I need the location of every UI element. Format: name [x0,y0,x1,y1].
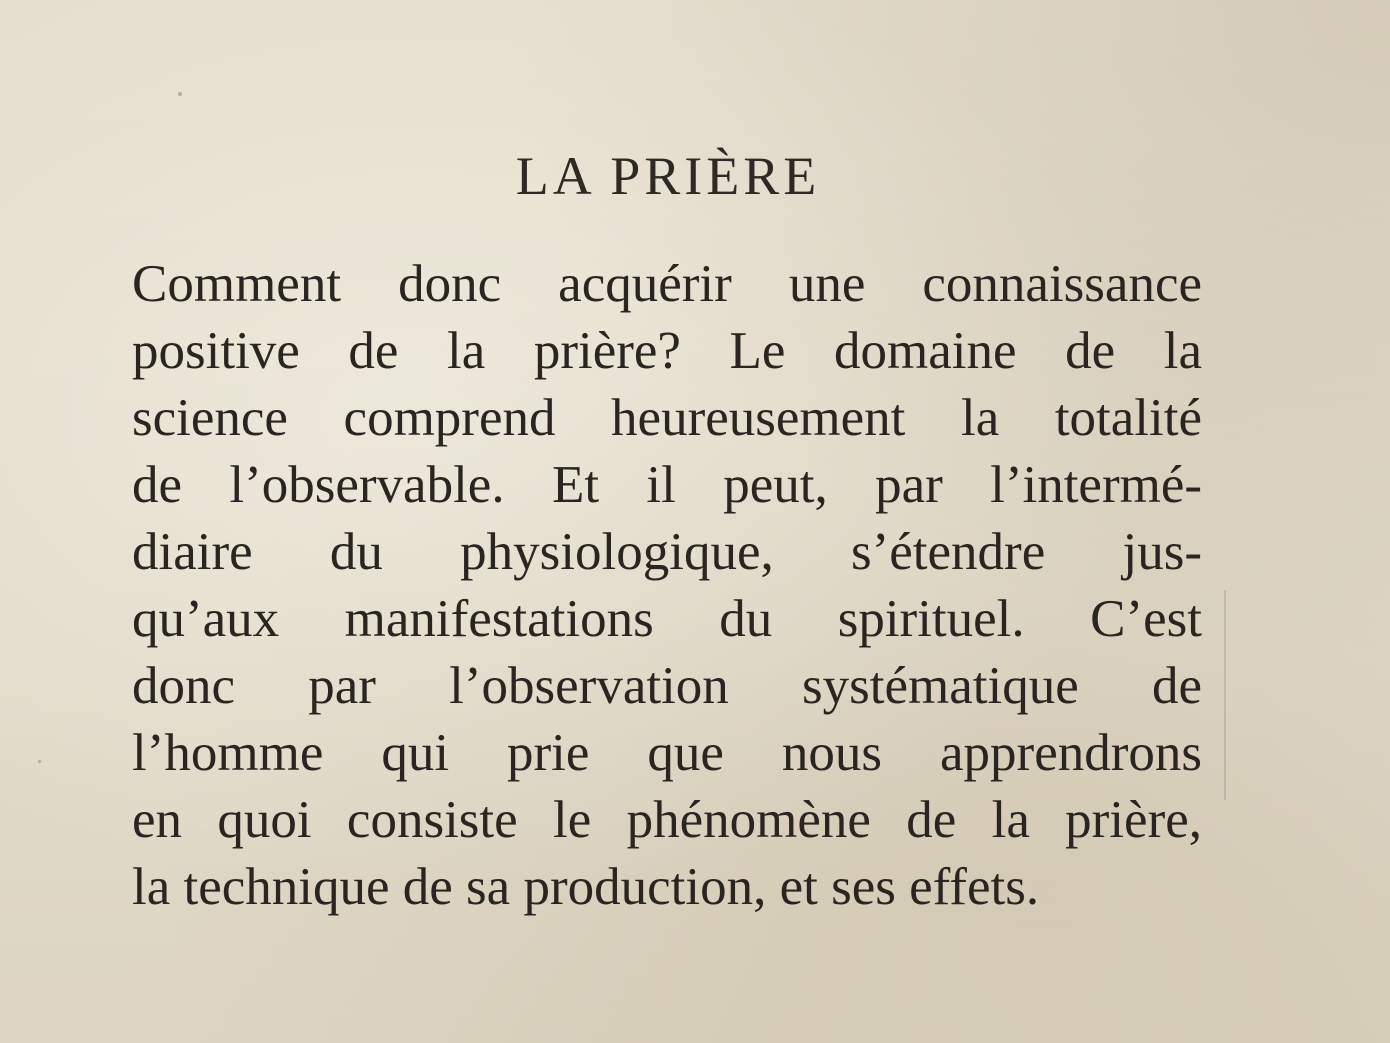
text-line: Comment donc acquérir une connaissance [132,255,1202,313]
text-line: l’homme qui prie que nous apprendrons [132,724,1202,782]
paragraph [132,251,1202,921]
text-line: donc par l’observation systématique de [132,657,1202,715]
text-line: diaire du physiologique, s’étendre jus- [132,523,1202,581]
text-line: positive de la prière? Le domaine de la [132,322,1202,380]
text-line: en quoi consiste le phénomène de la prière, [132,791,1202,849]
text-line: science comprend heureusement la totalité [132,389,1202,447]
paper-speck [38,760,41,763]
paper-speck [178,92,182,96]
text-line: qu’aux manifestations du spirituel. C’est [132,590,1202,648]
text-line: la technique de sa production, et ses effets. [132,858,1040,916]
page-title: LA PRIÈRE [515,146,821,206]
paper-crease [1224,590,1226,800]
text-line: de l’observable. Et il peut, par l’intermé- [132,456,1202,514]
